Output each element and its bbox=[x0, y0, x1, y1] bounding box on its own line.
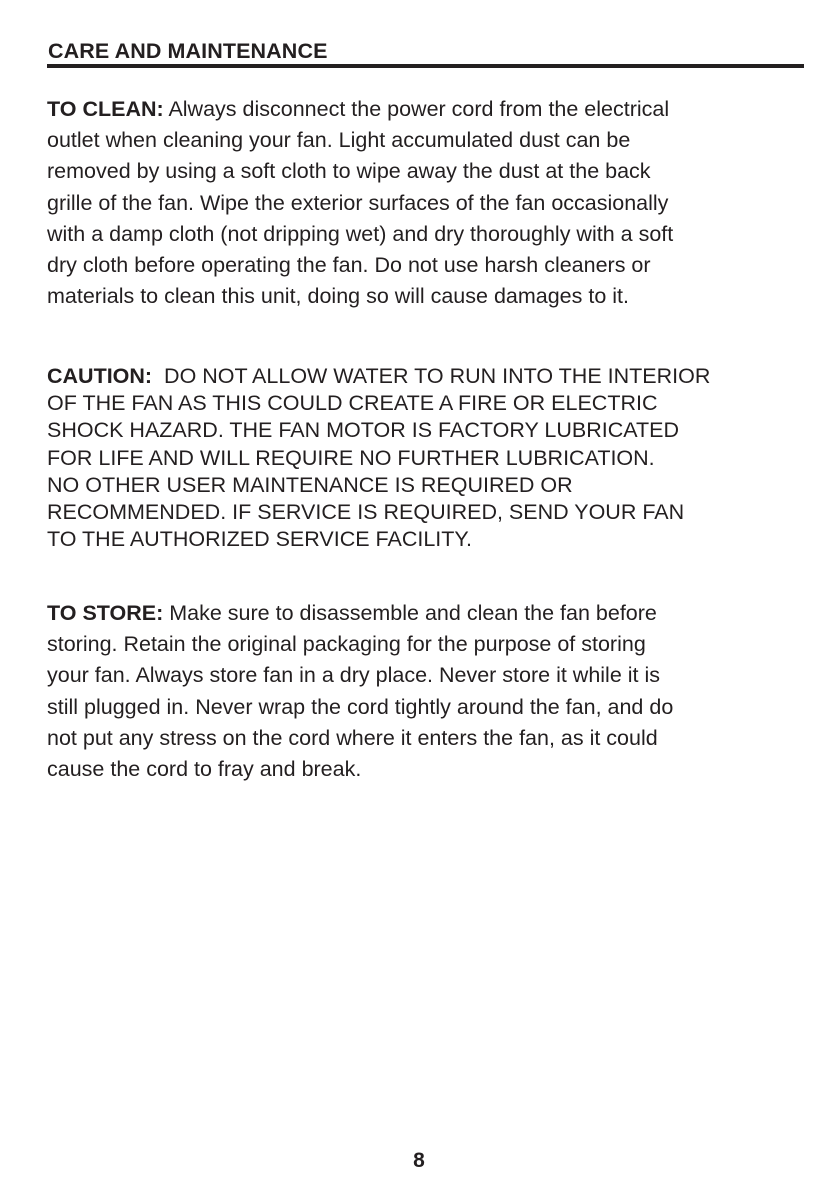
caution-line-6: RECOMMENDED. IF SERVICE IS REQUIRED, SEND YOUR FAN bbox=[47, 500, 685, 525]
page-title: CARE AND MAINTENANCE bbox=[48, 39, 328, 63]
section-to-clean bbox=[47, 94, 782, 312]
clean-line-1 bbox=[47, 94, 782, 125]
caution-line-1 bbox=[47, 363, 807, 390]
caution-line-4: FOR LIFE AND WILL REQUIRE NO FURTHER LUBRICATION. bbox=[47, 445, 655, 470]
page-number: 8 bbox=[413, 1149, 425, 1172]
caution-line-7: TO THE AUTHORIZED SERVICE FACILITY. bbox=[47, 527, 472, 552]
caution-line-2: OF THE FAN AS THIS COULD CREATE A FIRE OR ELECTRIC bbox=[47, 391, 658, 416]
clean-text: Always disconnect the power cord from the electrical bbox=[163, 97, 670, 121]
store-line-3: your fan. Always store fan in a dry place. Never store it while it is bbox=[47, 663, 661, 688]
clean-line-2: outlet when cleaning your fan. Light accumulated dust can be bbox=[47, 128, 631, 153]
clean-line-7: materials to clean this unit, doing so will cause damages to it. bbox=[47, 284, 629, 309]
store-line-5: not put any stress on the cord where it enters the fan, as it could bbox=[47, 725, 658, 750]
title-underline bbox=[47, 64, 804, 68]
store-line-1 bbox=[47, 598, 782, 629]
section-caution bbox=[47, 363, 807, 553]
store-line-6: cause the cord to fray and break. bbox=[47, 757, 362, 782]
clean-line-5: with a damp cloth (not dripping wet) and dry thoroughly with a soft bbox=[47, 221, 674, 246]
caution-line-5: NO OTHER USER MAINTENANCE IS REQUIRED OR bbox=[47, 472, 573, 497]
caution-text: DO NOT ALLOW WATER TO RUN INTO THE INTERIOR bbox=[152, 364, 711, 388]
store-line-4: still plugged in. Never wrap the cord tightly around the fan, and do bbox=[47, 694, 674, 719]
store-text: Make sure to disassemble and clean the fan before bbox=[163, 601, 657, 625]
clean-line-4: grille of the fan. Wipe the exterior surfaces of the fan occasionally bbox=[47, 190, 669, 215]
caution-line-3: SHOCK HAZARD. THE FAN MOTOR IS FACTORY LUBRICATED bbox=[47, 418, 679, 443]
store-line-2: storing. Retain the original packaging for the purpose of storing bbox=[47, 632, 646, 657]
section-to-store bbox=[47, 598, 782, 785]
caution-label: CAUTION: bbox=[47, 364, 153, 388]
clean-line-6: dry cloth before operating the fan. Do not use harsh cleaners or bbox=[47, 253, 651, 278]
clean-line-3: removed by using a soft cloth to wipe away the dust at the back bbox=[47, 159, 651, 184]
store-label: TO STORE: bbox=[47, 601, 164, 625]
clean-label: TO CLEAN: bbox=[47, 97, 164, 121]
